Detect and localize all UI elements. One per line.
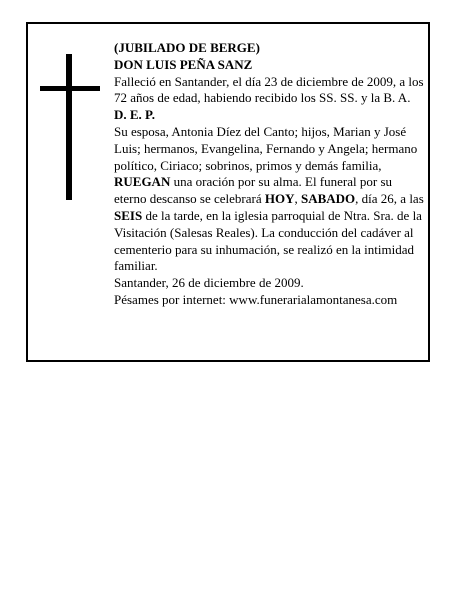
- seis-word: SEIS: [114, 207, 143, 223]
- family-list: Su esposa, Antonia Díez del Canto; hijos, Marian y José Luis; hermanos, Evangelina, Fernando y Angela; hermano político, Ciriaco; sobrinos, primos y demás familia,: [114, 123, 418, 173]
- cross-icon: [40, 54, 100, 200]
- funeral-request: [114, 174, 426, 275]
- request-text-3: , día 26, a las: [355, 191, 424, 207]
- request-text-1: una oración por su alma. El funeral por su eterno descanso se celebrará: [114, 174, 392, 207]
- obituary-text: [114, 40, 426, 309]
- retired-line: (JUBILADO DE BERGE): [114, 40, 260, 55]
- request-text-2: ,: [294, 191, 301, 207]
- hoy-word: HOY: [264, 191, 295, 207]
- cross-vertical-bar: [66, 54, 72, 200]
- place-date: Santander, 26 de diciembre de 2009.: [114, 275, 304, 291]
- ruegan-word: RUEGAN: [114, 174, 171, 190]
- sabado-word: SABADO: [300, 191, 356, 207]
- obituary-notice: [26, 22, 430, 362]
- dep-line: D. E. P.: [114, 107, 156, 123]
- death-details: Falleció en Santander, el día 23 de diciembre de 2009, a los 72 años de edad, habiendo recibido los SS. SS. y la B. A.: [114, 73, 424, 106]
- deceased-name: DON LUIS PEÑA SANZ: [114, 56, 253, 72]
- condolences-line: Pésames por internet: www.funerarialamontanesa.com: [114, 291, 398, 307]
- request-text-4: de la tarde, en la iglesia parroquial de Ntra. Sra. de la Visitación (Salesas Reales). La conducción del cadáver al cementerio para su inhumación, se realizó en la intimidad familiar.: [114, 207, 422, 274]
- cross-horizontal-bar: [40, 86, 100, 91]
